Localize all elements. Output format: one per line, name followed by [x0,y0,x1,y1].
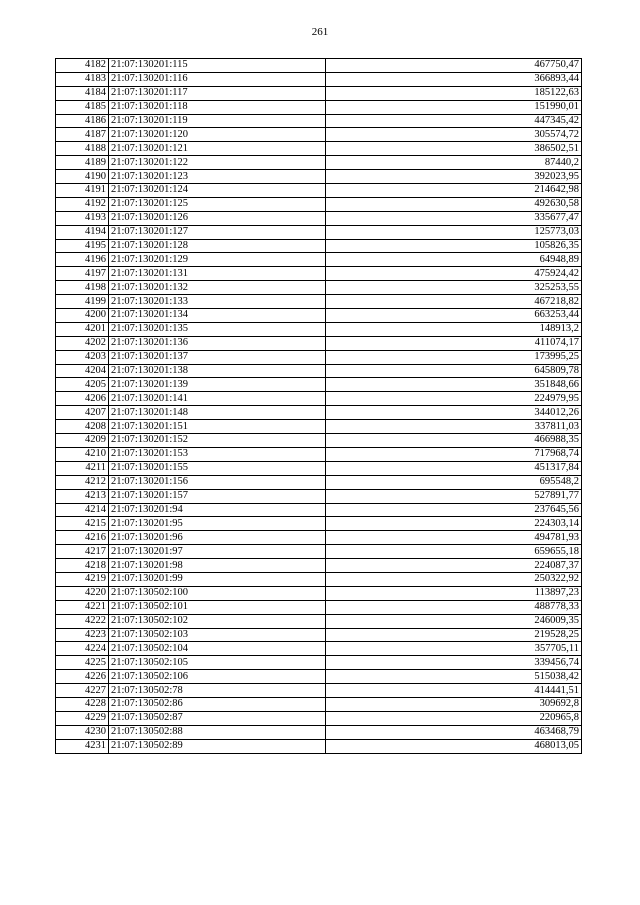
cadastral-number-cell: 21:07:130502:102 [109,614,326,628]
table-row [56,406,582,420]
value-cell: 466988,35 [326,434,582,448]
value-cell: 494781,93 [326,531,582,545]
cadastral-number-cell: 21:07:130201:139 [109,378,326,392]
table-row [56,531,582,545]
value-cell: 325253,55 [326,281,582,295]
row-number-cell: 4202 [56,336,109,350]
value-cell: 87440,2 [326,156,582,170]
row-number-cell: 4196 [56,253,109,267]
value-cell: 645809,78 [326,364,582,378]
cadastral-number-cell: 21:07:130201:98 [109,559,326,573]
cadastral-number-cell: 21:07:130201:135 [109,322,326,336]
value-cell: 475924,42 [326,267,582,281]
table-row [56,336,582,350]
row-number-cell: 4199 [56,295,109,309]
row-number-cell: 4192 [56,197,109,211]
value-cell: 659655,18 [326,545,582,559]
value-cell: 366893,44 [326,72,582,86]
table-row [56,350,582,364]
table-row [56,253,582,267]
cadastral-number-cell: 21:07:130201:125 [109,197,326,211]
row-number-cell: 4218 [56,559,109,573]
cadastral-number-cell: 21:07:130201:127 [109,225,326,239]
value-cell: 125773,03 [326,225,582,239]
cadastral-number-cell: 21:07:130201:137 [109,350,326,364]
table-row [56,322,582,336]
value-cell: 337811,03 [326,420,582,434]
row-number-cell: 4191 [56,184,109,198]
row-number-cell: 4206 [56,392,109,406]
cadastral-number-cell: 21:07:130201:123 [109,170,326,184]
row-number-cell: 4193 [56,211,109,225]
table-row [56,364,582,378]
cadastral-number-cell: 21:07:130201:126 [109,211,326,225]
table-row [56,281,582,295]
cadastral-number-cell: 21:07:130201:97 [109,545,326,559]
row-number-cell: 4187 [56,128,109,142]
row-number-cell: 4221 [56,600,109,614]
value-cell: 173995,25 [326,350,582,364]
cadastral-number-cell: 21:07:130201:115 [109,59,326,73]
cadastral-number-cell: 21:07:130201:117 [109,86,326,100]
cadastral-number-cell: 21:07:130201:95 [109,517,326,531]
cadastral-number-cell: 21:07:130502:89 [109,739,326,753]
cadastral-value-table [55,58,582,754]
cadastral-number-cell: 21:07:130201:124 [109,184,326,198]
cadastral-number-cell: 21:07:130201:153 [109,447,326,461]
table-row [56,684,582,698]
table-row [56,670,582,684]
page-number: 261 [311,26,329,38]
table-row [56,142,582,156]
cadastral-number-cell: 21:07:130201:132 [109,281,326,295]
table-row [56,697,582,711]
value-cell: 411074,17 [326,336,582,350]
table-body [56,59,582,754]
table-row [56,420,582,434]
value-cell: 463468,79 [326,725,582,739]
value-cell: 492630,58 [326,197,582,211]
table-row [56,739,582,753]
value-cell: 488778,33 [326,600,582,614]
cadastral-number-cell: 21:07:130502:105 [109,656,326,670]
value-cell: 351848,66 [326,378,582,392]
cadastral-number-cell: 21:07:130201:116 [109,72,326,86]
table-row [56,586,582,600]
value-cell: 339456,74 [326,656,582,670]
row-number-cell: 4205 [56,378,109,392]
value-cell: 113897,23 [326,586,582,600]
row-number-cell: 4197 [56,267,109,281]
row-number-cell: 4194 [56,225,109,239]
table-row [56,489,582,503]
cadastral-number-cell: 21:07:130201:118 [109,100,326,114]
value-cell: 414441,51 [326,684,582,698]
cadastral-number-cell: 21:07:130201:148 [109,406,326,420]
row-number-cell: 4186 [56,114,109,128]
row-number-cell: 4227 [56,684,109,698]
table-row [56,86,582,100]
row-number-cell: 4214 [56,503,109,517]
row-number-cell: 4203 [56,350,109,364]
value-cell: 250322,92 [326,572,582,586]
value-cell: 151990,01 [326,100,582,114]
cadastral-number-cell: 21:07:130201:152 [109,434,326,448]
cadastral-number-cell: 21:07:130201:122 [109,156,326,170]
table-row [56,309,582,323]
row-number-cell: 4183 [56,72,109,86]
row-number-cell: 4229 [56,711,109,725]
row-number-cell: 4185 [56,100,109,114]
table-row [56,517,582,531]
cadastral-number-cell: 21:07:130201:133 [109,295,326,309]
table-row [56,128,582,142]
value-cell: 717968,74 [326,447,582,461]
value-cell: 309692,8 [326,697,582,711]
table-row [56,434,582,448]
value-cell: 185122,63 [326,86,582,100]
cadastral-number-cell: 21:07:130201:151 [109,420,326,434]
table-row [56,447,582,461]
value-cell: 467218,82 [326,295,582,309]
row-number-cell: 4215 [56,517,109,531]
row-number-cell: 4198 [56,281,109,295]
cadastral-number-cell: 21:07:130201:129 [109,253,326,267]
value-cell: 219528,25 [326,628,582,642]
cadastral-number-cell: 21:07:130502:88 [109,725,326,739]
cadastral-number-cell: 21:07:130201:121 [109,142,326,156]
row-number-cell: 4190 [56,170,109,184]
row-number-cell: 4188 [56,142,109,156]
table-row [56,100,582,114]
table-row [56,59,582,73]
value-cell: 527891,77 [326,489,582,503]
value-cell: 344012,26 [326,406,582,420]
cadastral-number-cell: 21:07:130502:87 [109,711,326,725]
row-number-cell: 4210 [56,447,109,461]
row-number-cell: 4207 [56,406,109,420]
table-row [56,225,582,239]
table-row [56,461,582,475]
table-row [56,600,582,614]
table-row [56,614,582,628]
value-cell: 468013,05 [326,739,582,753]
row-number-cell: 4184 [56,86,109,100]
table-row [56,628,582,642]
table-row [56,156,582,170]
value-cell: 148913,2 [326,322,582,336]
cadastral-number-cell: 21:07:130502:86 [109,697,326,711]
cadastral-number-cell: 21:07:130502:106 [109,670,326,684]
cadastral-number-cell: 21:07:130201:99 [109,572,326,586]
table-row [56,378,582,392]
table-row [56,197,582,211]
table-row [56,295,582,309]
row-number-cell: 4209 [56,434,109,448]
cadastral-number-cell: 21:07:130201:128 [109,239,326,253]
row-number-cell: 4223 [56,628,109,642]
table-row [56,545,582,559]
cadastral-number-cell: 21:07:130201:155 [109,461,326,475]
value-cell: 237645,56 [326,503,582,517]
table-row [56,114,582,128]
value-cell: 220965,8 [326,711,582,725]
cadastral-number-cell: 21:07:130201:96 [109,531,326,545]
table-row [56,572,582,586]
table-row [56,711,582,725]
cadastral-number-cell: 21:07:130502:100 [109,586,326,600]
cadastral-number-cell: 21:07:130502:104 [109,642,326,656]
value-cell: 357705,11 [326,642,582,656]
value-cell: 447345,42 [326,114,582,128]
value-cell: 695548,2 [326,475,582,489]
value-cell: 64948,89 [326,253,582,267]
cadastral-number-cell: 21:07:130502:78 [109,684,326,698]
table-row [56,475,582,489]
row-number-cell: 4201 [56,322,109,336]
table-row [56,72,582,86]
cadastral-number-cell: 21:07:130502:103 [109,628,326,642]
table-row [56,211,582,225]
row-number-cell: 4219 [56,572,109,586]
value-cell: 214642,98 [326,184,582,198]
row-number-cell: 4231 [56,739,109,753]
value-cell: 105826,35 [326,239,582,253]
table-row [56,503,582,517]
row-number-cell: 4230 [56,725,109,739]
cadastral-number-cell: 21:07:130201:134 [109,309,326,323]
cadastral-number-cell: 21:07:130201:136 [109,336,326,350]
cadastral-number-cell: 21:07:130201:156 [109,475,326,489]
table-row [56,559,582,573]
value-cell: 392023,95 [326,170,582,184]
row-number-cell: 4217 [56,545,109,559]
row-number-cell: 4204 [56,364,109,378]
row-number-cell: 4208 [56,420,109,434]
row-number-cell: 4222 [56,614,109,628]
cadastral-number-cell: 21:07:130201:94 [109,503,326,517]
cadastral-number-cell: 21:07:130201:131 [109,267,326,281]
cadastral-number-cell: 21:07:130201:141 [109,392,326,406]
row-number-cell: 4200 [56,309,109,323]
row-number-cell: 4195 [56,239,109,253]
cadastral-number-cell: 21:07:130201:157 [109,489,326,503]
value-cell: 335677,47 [326,211,582,225]
row-number-cell: 4224 [56,642,109,656]
table-row [56,239,582,253]
table-row [56,392,582,406]
value-cell: 467750,47 [326,59,582,73]
table-row [56,267,582,281]
cadastral-number-cell: 21:07:130502:101 [109,600,326,614]
value-cell: 224087,37 [326,559,582,573]
value-cell: 663253,44 [326,309,582,323]
table-row [56,656,582,670]
table-row [56,725,582,739]
cadastral-number-cell: 21:07:130201:138 [109,364,326,378]
row-number-cell: 4212 [56,475,109,489]
row-number-cell: 4211 [56,461,109,475]
value-cell: 386502,51 [326,142,582,156]
cadastral-number-cell: 21:07:130201:119 [109,114,326,128]
value-cell: 224303,14 [326,517,582,531]
value-cell: 224979,95 [326,392,582,406]
row-number-cell: 4182 [56,59,109,73]
row-number-cell: 4216 [56,531,109,545]
table-row [56,170,582,184]
value-cell: 451317,84 [326,461,582,475]
row-number-cell: 4189 [56,156,109,170]
cadastral-number-cell: 21:07:130201:120 [109,128,326,142]
row-number-cell: 4228 [56,697,109,711]
value-cell: 515038,42 [326,670,582,684]
table-row [56,184,582,198]
row-number-cell: 4226 [56,670,109,684]
row-number-cell: 4213 [56,489,109,503]
row-number-cell: 4225 [56,656,109,670]
value-cell: 305574,72 [326,128,582,142]
row-number-cell: 4220 [56,586,109,600]
table-row [56,642,582,656]
value-cell: 246009,35 [326,614,582,628]
